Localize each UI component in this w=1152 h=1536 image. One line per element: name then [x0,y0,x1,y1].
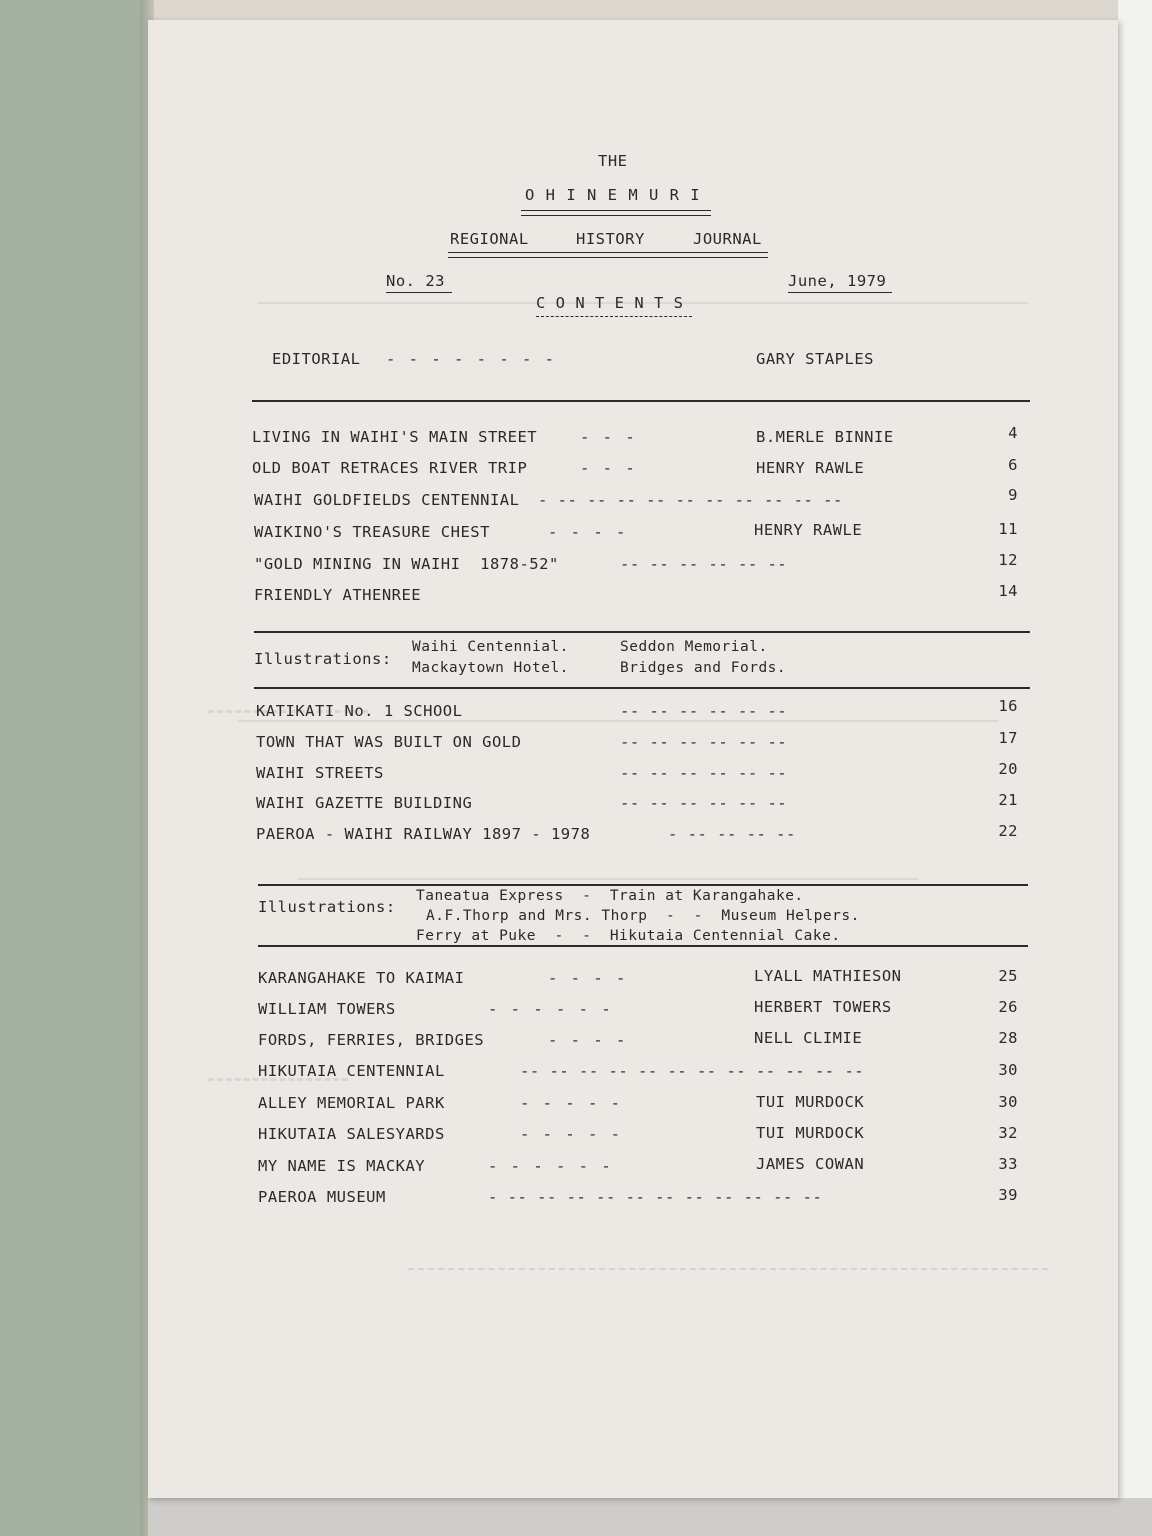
toc-entry-page: 14 [998,582,1018,600]
toc-entry-author: TUI MURDOCK [756,1093,865,1111]
toc-entry-dashes: - - - - - - [488,1157,613,1175]
bleed-mark [208,1078,348,1081]
illustrations-rule-top [258,884,1028,886]
toc-entry-author: HENRY RAWLE [756,459,865,477]
contents-page [148,20,1118,1498]
toc-entry-page: 17 [998,729,1018,747]
toc-entry-title: "GOLD MINING IN WAIHI 1878-52" [254,555,559,573]
illustration-caption: Waihi Centennial. [412,639,569,655]
toc-entry-dashes: - - - - [548,523,628,541]
toc-entry-author: LYALL MATHIESON [754,967,902,985]
toc-entry-title: WAIHI GAZETTE BUILDING [256,794,473,812]
journal-cover [0,0,150,1536]
illustration-caption: A.F.Thorp and Mrs. Thorp - - Museum Helpers. [426,908,860,924]
background-bottom [148,1498,1152,1536]
toc-entry-title: ALLEY MEMORIAL PARK [258,1094,445,1112]
toc-entry-page: 12 [998,551,1018,569]
toc-entry-page: 25 [998,967,1018,985]
toc-entry-title: TOWN THAT WAS BUILT ON GOLD [256,733,522,751]
illustration-caption: Seddon Memorial. [620,639,768,655]
illustrations-label: Illustrations: [258,898,396,916]
editorial-author: GARY STAPLES [756,350,874,368]
illustrations-rule-top [254,631,1030,633]
toc-entry-page: 30 [998,1093,1018,1111]
toc-entry-dashes: - -- -- -- -- -- -- -- -- -- -- [538,491,843,509]
toc-entry-page: 20 [998,760,1018,778]
toc-entry-dashes: - - - - - [520,1125,622,1143]
bleed-mark [208,710,368,713]
subtitle-journal: JOURNAL [693,230,762,248]
title-double-underline [521,210,711,216]
toc-entry-author: B.MERLE BINNIE [756,428,894,446]
toc-entry-page: 6 [1008,456,1018,474]
toc-entry-page: 16 [998,697,1018,715]
toc-entry-title: WILLIAM TOWERS [258,1000,396,1018]
toc-entry-author: NELL CLIMIE [754,1029,863,1047]
toc-entry-title: OLD BOAT RETRACES RIVER TRIP [252,459,528,477]
toc-entry-dashes: -- -- -- -- -- -- -- -- -- -- -- -- [520,1062,865,1080]
toc-entry-dashes: -- -- -- -- -- -- [620,555,788,573]
toc-entry-title: KARANGAHAKE TO KAIMAI [258,969,465,987]
toc-entry-title: KATIKATI No. 1 SCHOOL [256,702,463,720]
bleed-mark [258,302,1028,304]
toc-entry-page: 21 [998,791,1018,809]
editorial-dashes: - - - - - - - - [386,350,556,368]
editorial-title: EDITORIAL [272,350,361,368]
date-underline [788,292,892,293]
toc-entry-author: JAMES COWAN [756,1155,865,1173]
toc-entry-page: 28 [998,1029,1018,1047]
contents-heading: C O N T E N T S [536,294,684,312]
subtitle-regional: REGIONAL [450,230,529,248]
issue-date: June, 1979 [788,272,887,290]
toc-entry-author: TUI MURDOCK [756,1124,865,1142]
toc-entry-title: PAEROA MUSEUM [258,1188,386,1206]
toc-entry-author: HENRY RAWLE [754,521,863,539]
toc-entry-page: 9 [1008,486,1018,504]
toc-entry-page: 26 [998,998,1018,1016]
bleed-mark [408,1268,1048,1270]
toc-entry-title: WAIKINO'S TREASURE CHEST [254,523,490,541]
toc-entry-title: HIKUTAIA CENTENNIAL [258,1062,445,1080]
illustration-caption: Ferry at Puke - - Hikutaia Centennial Cake. [416,928,841,944]
toc-entry-page: 32 [998,1124,1018,1142]
illustration-caption: Taneatua Express - Train at Karangahake. [416,888,804,904]
toc-entry-page: 11 [998,520,1018,538]
toc-entry-page: 22 [998,822,1018,840]
toc-entry-dashes: - - - - - [520,1094,622,1112]
subtitle-history: HISTORY [576,230,645,248]
toc-entry-title: LIVING IN WAIHI'S MAIN STREET [252,428,538,446]
toc-entry-title: HIKUTAIA SALESYARDS [258,1125,445,1143]
contents-underline [536,316,692,317]
illustrations-label: Illustrations: [254,650,392,668]
bleed-mark [238,720,998,722]
toc-entry-dashes: -- -- -- -- -- -- [620,733,788,751]
toc-entry-dashes: -- -- -- -- -- -- [620,702,788,720]
subtitle-double-underline [448,252,768,258]
background-right [1118,0,1152,1536]
illustration-caption: Mackaytown Hotel. [412,660,569,676]
toc-entry-dashes: -- -- -- -- -- -- [620,764,788,782]
toc-entry-dashes: - - - - - - [488,1000,613,1018]
illustrations-rule-bottom [258,945,1028,947]
toc-entry-title: PAEROA - WAIHI RAILWAY 1897 - 1978 [256,825,591,843]
toc-entry-page: 30 [998,1061,1018,1079]
toc-entry-dashes: - -- -- -- -- -- -- -- -- -- -- -- [488,1188,823,1206]
toc-entry-title: MY NAME IS MACKAY [258,1157,426,1175]
toc-entry-author: HERBERT TOWERS [754,998,892,1016]
toc-entry-dashes: - -- -- -- -- [668,825,796,843]
header-the: THE [598,152,628,170]
toc-entry-dashes: - - - - [548,969,628,987]
toc-entry-page: 33 [998,1155,1018,1173]
issue-underline [386,292,452,293]
issue-number: No. 23 [386,272,445,290]
toc-entry-title: WAIHI STREETS [256,764,384,782]
toc-entry-dashes: - - - [580,428,637,446]
journal-title: O H I N E M U R I [525,186,701,204]
toc-entry-title: FRIENDLY ATHENREE [254,586,422,604]
divider-rule [252,400,1030,402]
toc-entry-title: WAIHI GOLDFIELDS CENTENNIAL [254,491,520,509]
toc-entry-dashes: - - - [580,459,637,477]
toc-entry-dashes: -- -- -- -- -- -- [620,794,788,812]
illustration-caption: Bridges and Fords. [620,660,787,676]
toc-entry-page: 4 [1008,424,1018,442]
bleed-mark [298,878,918,880]
illustrations-rule-bottom [254,687,1030,689]
toc-entry-title: FORDS, FERRIES, BRIDGES [258,1031,485,1049]
toc-entry-page: 39 [998,1186,1018,1204]
toc-entry-dashes: - - - - [548,1031,628,1049]
